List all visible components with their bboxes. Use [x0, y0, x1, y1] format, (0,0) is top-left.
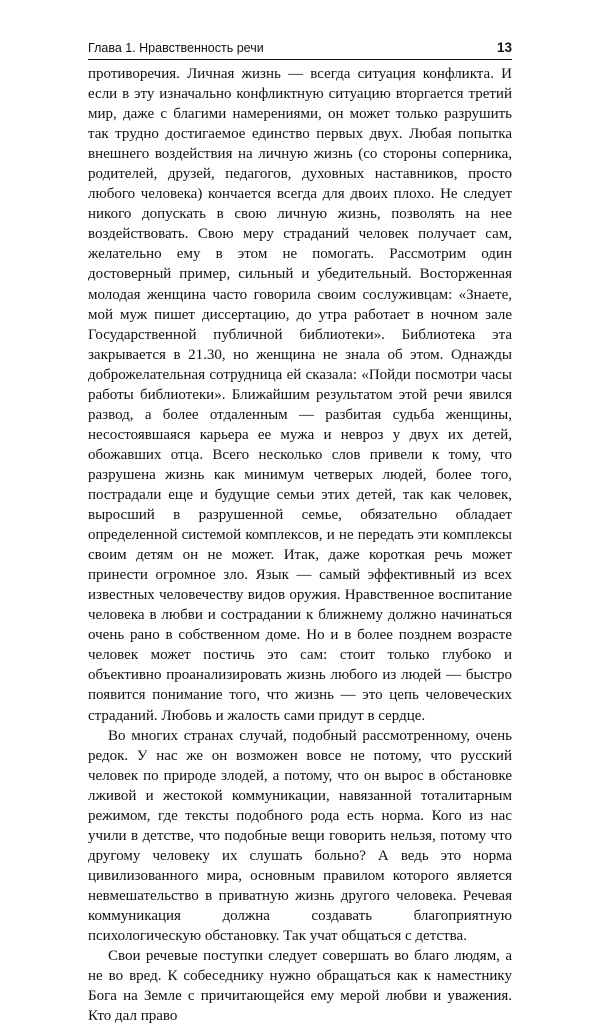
paragraph: Свои речевые поступки следует совершать во благо людям, а не во вред. К собеседнику нужно обращаться как к наместнику Бога на Земле с причитающейся ему мерой любви и уважения. Кто дал право	[88, 948, 512, 1025]
chapter-title: Глава 1. Нравственность речи	[88, 41, 264, 55]
paragraph-continued: противоречия. Личная жизнь — всегда ситуация конфликта. И если в эту изначально конфликтную ситуацию вторгается третий мир, даже с благими намерениями, он может только разрушить так трудно достигаемое единство первых двух. Любая попытка внешнего воздействия на личную жизнь (со стороны соперника, родителей, друзей, педагогов, духовных наставников, просто любого человека) кончается всегда для двоих плохо. Не следует никого допускать в свою личную жизнь, позволять на нее воздействовать. Свою меру страданий человек получает сам, желательно ему в этом не помогать. Рассмотрим один достоверный пример, сильный и убедительный. Восторженная молодая женщина часто говорила своим сослуживцам: «Знаете, мой муж пишет диссертацию, до утра работает в ночном зале Государственной публичной библиотеки». Библиотека эта закрывается в 21.30, но женщина не знала об этом. Однажды доброжелательная сотрудница ей сказала: «Пойди посмотри часы работы библиотеки». Ближайшим результатом этой речи явился развод, а более отдаленным — разбитая судьба женщины, несостоявшаяся карьера ее мужа и невроз у двух их детей, обожавших отца. Всего несколько слов привели к тому, что разрушена жизнь как минимум четверых людей, более того, пострадали еще и будущие семьи этих детей, так как человек, выросший в разрушенной семье, обязательно обладает определенной системой комплексов, и не передать эти комплексы своим детям он не может. Итак, даже короткая речь может принести огромное зло. Язык — самый эффективный из всех известных человечеству видов оружия. Нравственное воспитание человека в любви и сострадании к ближнему должно начинаться очень рано в собственном доме. Но и в более позднем возрасте человек может постичь это сам: стоит только глубоко и объективно проанализировать жизнь любого из людей — быстро появится понимание того, что жизнь — это цепь человеческих страданий. Любовь и жалость сами придут в сердце.	[88, 66, 512, 724]
paragraph: Во многих странах случай, подобный рассмотренному, очень редок. У нас же он возможен вовсе не потому, что русский человек по природе злодей, а потому, что он вырос в обстановке лживой и жестокой коммуникации, навязанной тоталитарным режимом, где тексты подобного рода есть норма. Кого из нас учили в детстве, что подобные вещи говорить нельзя, потому что другому человеку их слушать больно? А ведь это норма цивилизованного мира, основным правилом которого является невмешательство в приватную жизнь другого человека. Речевая коммуникация должна создавать благоприятную психологическую обстановку. Так учат общаться с детства.	[88, 727, 512, 945]
running-head	[88, 40, 512, 55]
body-text	[88, 64, 512, 1026]
page-number: 13	[496, 40, 512, 55]
header-rule	[88, 59, 512, 60]
